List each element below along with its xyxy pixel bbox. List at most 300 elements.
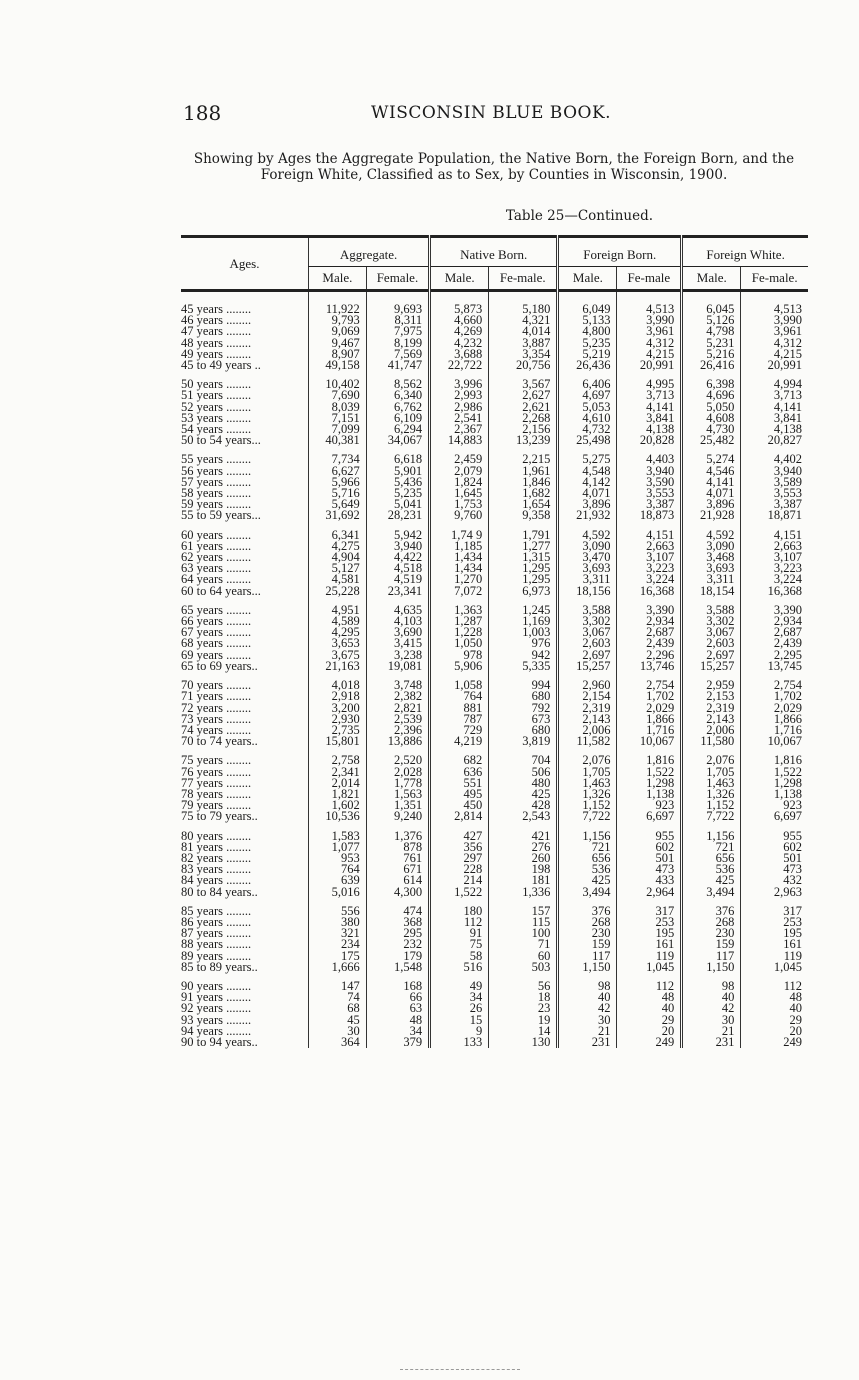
group-header-foreign-born: Foreign Born. xyxy=(558,237,682,267)
age-label: 60 to 64 years... xyxy=(181,583,261,598)
value-cell: 28,231 xyxy=(366,510,429,521)
group-spacer xyxy=(181,973,808,981)
value-cell: 955 xyxy=(741,831,808,842)
age-label: 45 to 49 years .. xyxy=(181,358,261,373)
value-cell: 6,618 xyxy=(366,454,429,465)
value-cell: 2,079 xyxy=(430,466,489,477)
value-cell: 3,107 xyxy=(741,552,808,563)
value-cell: 2,028 xyxy=(366,767,429,778)
value-cell: 119 xyxy=(617,951,682,962)
value-cell: 2,439 xyxy=(741,638,808,649)
value-cell: 2,687 xyxy=(617,627,682,638)
value-cell: 2,663 xyxy=(617,541,682,552)
value-cell: 4,269 xyxy=(430,326,489,337)
value-cell: 792 xyxy=(489,703,558,714)
table-total-row xyxy=(181,435,808,446)
subheader-native-male: Male. xyxy=(430,267,489,291)
value-cell: 1,548 xyxy=(366,962,429,973)
value-cell: 3,961 xyxy=(617,326,682,337)
value-cell: 5,436 xyxy=(366,477,429,488)
age-label: 71 years ........ xyxy=(181,689,252,704)
value-cell: 18,873 xyxy=(617,510,682,521)
value-cell: 66 xyxy=(366,992,429,1003)
value-cell: 4,592 xyxy=(558,530,617,541)
value-cell: 3,940 xyxy=(741,466,808,477)
value-cell: 2,439 xyxy=(617,638,682,649)
value-cell: 3,238 xyxy=(366,650,429,661)
value-cell: 4,014 xyxy=(489,326,558,337)
value-cell: 19,081 xyxy=(366,661,429,672)
value-cell: 5,716 xyxy=(309,488,367,499)
age-label: 53 years ........ xyxy=(181,410,252,425)
value-cell: 198 xyxy=(489,864,558,875)
value-cell: 1,277 xyxy=(489,541,558,552)
group-header-foreign-white: Foreign White. xyxy=(682,237,808,267)
age-label: 59 years ........ xyxy=(181,497,252,512)
value-cell: 5,133 xyxy=(558,315,617,326)
value-cell: 1,298 xyxy=(741,778,808,789)
value-cell: 1,654 xyxy=(489,499,558,510)
value-cell: 2,014 xyxy=(309,778,367,789)
age-label: 70 years ........ xyxy=(181,678,252,693)
value-cell: 115 xyxy=(489,917,558,928)
value-cell: 1,866 xyxy=(741,714,808,725)
subheader-aggregate-female: Female. xyxy=(366,267,429,291)
table-total-row xyxy=(181,736,808,747)
value-cell: 473 xyxy=(617,864,682,875)
value-cell: 3,553 xyxy=(741,488,808,499)
value-cell: 1,522 xyxy=(741,767,808,778)
value-cell: 4,904 xyxy=(309,552,367,563)
value-cell: 1,602 xyxy=(309,800,367,811)
age-label: 74 years ........ xyxy=(181,722,252,737)
value-cell: 7,569 xyxy=(366,349,429,360)
age-label: 87 years ........ xyxy=(181,926,252,941)
value-cell: 1,169 xyxy=(489,616,558,627)
value-cell: 7,690 xyxy=(309,390,367,401)
age-label: 65 years ........ xyxy=(181,602,252,617)
value-cell: 3,690 xyxy=(366,627,429,638)
value-cell: 2,076 xyxy=(682,755,741,766)
value-cell: 764 xyxy=(430,691,489,702)
value-cell: 4,798 xyxy=(682,326,741,337)
value-cell: 321 xyxy=(309,928,367,939)
value-cell: 556 xyxy=(309,906,367,917)
value-cell: 40 xyxy=(617,1003,682,1014)
value-cell: 3,819 xyxy=(489,736,558,747)
table-total-row xyxy=(181,887,808,898)
table-row xyxy=(181,1015,808,1026)
value-cell: 4,151 xyxy=(741,530,808,541)
value-cell: 1,050 xyxy=(430,638,489,649)
age-label: 49 years ........ xyxy=(181,346,252,361)
value-cell: 787 xyxy=(430,714,489,725)
value-cell: 3,896 xyxy=(558,499,617,510)
value-cell: 955 xyxy=(617,831,682,842)
value-cell: 6,109 xyxy=(366,413,429,424)
value-cell: 2,396 xyxy=(366,725,429,736)
value-cell: 161 xyxy=(617,939,682,950)
value-cell: 432 xyxy=(741,875,808,886)
value-cell: 3,887 xyxy=(489,338,558,349)
age-label: 60 years ........ xyxy=(181,527,252,542)
value-cell: 8,311 xyxy=(366,315,429,326)
value-cell: 4,589 xyxy=(309,616,367,627)
value-cell: 2,986 xyxy=(430,402,489,413)
value-cell: 923 xyxy=(617,800,682,811)
value-cell: 5,126 xyxy=(682,315,741,326)
value-cell: 1,336 xyxy=(489,887,558,898)
value-cell: 40,381 xyxy=(309,435,367,446)
value-cell: 9,240 xyxy=(366,811,429,822)
value-cell: 5,216 xyxy=(682,349,741,360)
page-footer-rule xyxy=(400,1369,520,1370)
value-cell: 1,778 xyxy=(366,778,429,789)
value-cell: 3,940 xyxy=(617,466,682,477)
value-cell: 56 xyxy=(489,981,558,992)
group-spacer xyxy=(181,898,808,906)
value-cell: 2,341 xyxy=(309,767,367,778)
table-total-row xyxy=(181,962,808,973)
value-cell: 21,928 xyxy=(682,510,741,521)
value-cell: 30 xyxy=(682,1015,741,1026)
value-cell: 117 xyxy=(558,951,617,962)
value-cell: 1,645 xyxy=(430,488,489,499)
value-cell: 3,553 xyxy=(617,488,682,499)
value-cell: 2,006 xyxy=(682,725,741,736)
value-cell: 421 xyxy=(489,831,558,842)
value-cell: 45 xyxy=(309,1015,367,1026)
value-cell: 8,039 xyxy=(309,402,367,413)
value-cell: 1,156 xyxy=(682,831,741,842)
value-cell: 168 xyxy=(366,981,429,992)
population-by-age-table xyxy=(181,235,808,1048)
table-row xyxy=(181,939,808,950)
age-label: 82 years ........ xyxy=(181,850,252,865)
value-cell: 2,143 xyxy=(682,714,741,725)
value-cell: 1,156 xyxy=(558,831,617,842)
value-cell: 4,592 xyxy=(682,530,741,541)
table-total-row xyxy=(181,661,808,672)
table-row xyxy=(181,842,808,853)
value-cell: 4,141 xyxy=(617,402,682,413)
value-cell: 976 xyxy=(489,638,558,649)
value-cell: 1,753 xyxy=(430,499,489,510)
value-cell: 20,991 xyxy=(617,360,682,371)
age-label: 80 to 84 years.. xyxy=(181,884,258,899)
value-cell: 2,697 xyxy=(682,650,741,661)
value-cell: 994 xyxy=(489,680,558,691)
value-cell: 1,315 xyxy=(489,552,558,563)
value-cell: 71 xyxy=(489,939,558,950)
value-cell: 2,319 xyxy=(558,703,617,714)
value-cell: 942 xyxy=(489,650,558,661)
value-cell: 3,494 xyxy=(682,887,741,898)
value-cell: 18,154 xyxy=(682,586,741,597)
value-cell: 276 xyxy=(489,842,558,853)
value-cell: 881 xyxy=(430,703,489,714)
value-cell: 8,907 xyxy=(309,349,367,360)
value-cell: 3,589 xyxy=(741,477,808,488)
value-cell: 1,185 xyxy=(430,541,489,552)
value-cell: 8,562 xyxy=(366,379,429,390)
value-cell: 23 xyxy=(489,1003,558,1014)
value-cell: 682 xyxy=(430,755,489,766)
value-cell: 3,693 xyxy=(682,563,741,574)
value-cell: 253 xyxy=(617,917,682,928)
value-cell: 100 xyxy=(489,928,558,939)
value-cell: 376 xyxy=(682,906,741,917)
value-cell: 2,156 xyxy=(489,424,558,435)
value-cell: 923 xyxy=(741,800,808,811)
value-cell: 9,358 xyxy=(489,510,558,521)
value-cell: 3,302 xyxy=(682,616,741,627)
value-cell: 9,760 xyxy=(430,510,489,521)
value-cell: 74 xyxy=(309,992,367,1003)
value-cell: 23,341 xyxy=(366,586,429,597)
age-label: 63 years ........ xyxy=(181,561,252,576)
value-cell: 480 xyxy=(489,778,558,789)
age-label: 94 years ........ xyxy=(181,1023,252,1038)
value-cell: 4,312 xyxy=(741,338,808,349)
value-cell: 26,416 xyxy=(682,360,741,371)
value-cell: 13,745 xyxy=(741,661,808,672)
value-cell: 4,422 xyxy=(366,552,429,563)
subheader-white-female: Fe-male. xyxy=(741,267,808,291)
value-cell: 2,296 xyxy=(617,650,682,661)
value-cell: 450 xyxy=(430,800,489,811)
value-cell: 11,582 xyxy=(558,736,617,747)
value-cell: 7,722 xyxy=(558,811,617,822)
value-cell: 1,434 xyxy=(430,552,489,563)
value-cell: 3,841 xyxy=(617,413,682,424)
value-cell: 3,588 xyxy=(682,605,741,616)
value-cell: 2,934 xyxy=(741,616,808,627)
value-cell: 2,154 xyxy=(558,691,617,702)
value-cell: 2,603 xyxy=(558,638,617,649)
value-cell: 364 xyxy=(309,1037,367,1048)
value-cell: 16,368 xyxy=(617,586,682,597)
value-cell: 473 xyxy=(741,864,808,875)
value-cell: 11,580 xyxy=(682,736,741,747)
value-cell: 4,518 xyxy=(366,563,429,574)
table-row xyxy=(181,864,808,875)
value-cell: 3,223 xyxy=(741,563,808,574)
value-cell: 130 xyxy=(489,1037,558,1048)
value-cell: 5,050 xyxy=(682,402,741,413)
age-label: 68 years ........ xyxy=(181,636,252,651)
value-cell: 1,351 xyxy=(366,800,429,811)
value-cell: 6,973 xyxy=(489,586,558,597)
value-cell: 268 xyxy=(558,917,617,928)
value-cell: 161 xyxy=(741,939,808,950)
value-cell: 4,635 xyxy=(366,605,429,616)
value-cell: 157 xyxy=(489,906,558,917)
value-cell: 10,402 xyxy=(309,379,367,390)
table-row xyxy=(181,1026,808,1037)
value-cell: 31,692 xyxy=(309,510,367,521)
value-cell: 6,340 xyxy=(366,390,429,401)
value-cell: 4,994 xyxy=(741,379,808,390)
value-cell: 20,756 xyxy=(489,360,558,371)
value-cell: 1,326 xyxy=(682,789,741,800)
value-cell: 978 xyxy=(430,650,489,661)
value-cell: 3,415 xyxy=(366,638,429,649)
value-cell: 175 xyxy=(309,951,367,962)
value-cell: 10,536 xyxy=(309,811,367,822)
age-label: 86 years ........ xyxy=(181,914,252,929)
value-cell: 1,716 xyxy=(617,725,682,736)
value-cell: 18 xyxy=(489,992,558,1003)
age-label: 83 years ........ xyxy=(181,862,252,877)
value-cell: 1,363 xyxy=(430,605,489,616)
value-cell: 4,071 xyxy=(682,488,741,499)
value-cell: 112 xyxy=(617,981,682,992)
value-cell: 3,390 xyxy=(617,605,682,616)
age-label: 80 years ........ xyxy=(181,828,252,843)
value-cell: 761 xyxy=(366,853,429,864)
value-cell: 75 xyxy=(430,939,489,950)
age-label: 64 years ........ xyxy=(181,572,252,587)
value-cell: 4,275 xyxy=(309,541,367,552)
value-cell: 3,896 xyxy=(682,499,741,510)
table-total-row xyxy=(181,510,808,521)
value-cell: 6,045 xyxy=(682,291,741,316)
value-cell: 2,821 xyxy=(366,703,429,714)
value-cell: 2,006 xyxy=(558,725,617,736)
value-cell: 48 xyxy=(366,1015,429,1026)
value-cell: 4,581 xyxy=(309,574,367,585)
age-label: 89 years ........ xyxy=(181,948,252,963)
value-cell: 228 xyxy=(430,864,489,875)
value-cell: 30 xyxy=(558,1015,617,1026)
subheader-foreign-male: Male. xyxy=(558,267,617,291)
value-cell: 3,387 xyxy=(617,499,682,510)
value-cell: 4,548 xyxy=(558,466,617,477)
value-cell: 2,918 xyxy=(309,691,367,702)
value-cell: 119 xyxy=(741,951,808,962)
value-cell: 2,319 xyxy=(682,703,741,714)
value-cell: 7,722 xyxy=(682,811,741,822)
value-cell: 2,382 xyxy=(366,691,429,702)
value-cell: 1,463 xyxy=(682,778,741,789)
value-cell: 26,436 xyxy=(558,360,617,371)
value-cell: 4,215 xyxy=(617,349,682,360)
age-label: 73 years ........ xyxy=(181,711,252,726)
value-cell: 1,563 xyxy=(366,789,429,800)
value-cell: 34 xyxy=(366,1026,429,1037)
value-cell: 14 xyxy=(489,1026,558,1037)
value-cell: 656 xyxy=(682,853,741,864)
value-cell: 1,003 xyxy=(489,627,558,638)
ages-header: Ages. xyxy=(181,237,309,291)
value-cell: 4,519 xyxy=(366,574,429,585)
value-cell: 380 xyxy=(309,917,367,928)
value-cell: 680 xyxy=(489,691,558,702)
value-cell: 878 xyxy=(366,842,429,853)
value-cell: 147 xyxy=(309,981,367,992)
value-cell: 4,800 xyxy=(558,326,617,337)
value-cell: 317 xyxy=(617,906,682,917)
value-cell: 2,621 xyxy=(489,402,558,413)
value-cell: 4,103 xyxy=(366,616,429,627)
age-label: 81 years ........ xyxy=(181,839,252,854)
value-cell: 16,368 xyxy=(741,586,808,597)
value-cell: 2,627 xyxy=(489,390,558,401)
value-cell: 42 xyxy=(558,1003,617,1014)
value-cell: 234 xyxy=(309,939,367,950)
age-label: 54 years ........ xyxy=(181,422,252,437)
value-cell: 1,150 xyxy=(558,962,617,973)
value-cell: 3,567 xyxy=(489,379,558,390)
value-cell: 133 xyxy=(430,1037,489,1048)
value-cell: 195 xyxy=(741,928,808,939)
age-label: 52 years ........ xyxy=(181,399,252,414)
value-cell: 501 xyxy=(617,853,682,864)
value-cell: 6,627 xyxy=(309,466,367,477)
value-cell: 425 xyxy=(489,789,558,800)
value-cell: 764 xyxy=(309,864,367,875)
value-cell: 4,138 xyxy=(617,424,682,435)
value-cell: 6,697 xyxy=(617,811,682,822)
value-cell: 214 xyxy=(430,875,489,886)
value-cell: 4,513 xyxy=(741,291,808,316)
value-cell: 3,961 xyxy=(741,326,808,337)
value-cell: 6,341 xyxy=(309,530,367,541)
value-cell: 2,268 xyxy=(489,413,558,424)
value-cell: 3,067 xyxy=(682,627,741,638)
value-cell: 5,901 xyxy=(366,466,429,477)
value-cell: 4,546 xyxy=(682,466,741,477)
age-label: 70 to 74 years.. xyxy=(181,734,258,749)
value-cell: 506 xyxy=(489,767,558,778)
value-cell: 5,906 xyxy=(430,661,489,672)
group-header-native-born: Native Born. xyxy=(430,237,558,267)
value-cell: 195 xyxy=(617,928,682,939)
age-label: 45 years ........ xyxy=(181,302,252,316)
value-cell: 551 xyxy=(430,778,489,789)
value-cell: 260 xyxy=(489,853,558,864)
value-cell: 3,990 xyxy=(741,315,808,326)
value-cell: 7,151 xyxy=(309,413,367,424)
value-cell: 427 xyxy=(430,831,489,842)
value-cell: 20,827 xyxy=(741,435,808,446)
value-cell: 3,311 xyxy=(558,574,617,585)
age-label: 93 years ........ xyxy=(181,1012,252,1027)
value-cell: 15 xyxy=(430,1015,489,1026)
value-cell: 1,821 xyxy=(309,789,367,800)
value-cell: 9,793 xyxy=(309,315,367,326)
value-cell: 112 xyxy=(430,917,489,928)
value-cell: 3,090 xyxy=(558,541,617,552)
value-cell: 18,871 xyxy=(741,510,808,521)
value-cell: 7,072 xyxy=(430,586,489,597)
value-cell: 5,231 xyxy=(682,338,741,349)
value-cell: 34,067 xyxy=(366,435,429,446)
value-cell: 2,758 xyxy=(309,755,367,766)
value-cell: 8,199 xyxy=(366,338,429,349)
value-cell: 1,666 xyxy=(309,962,367,973)
value-cell: 1,716 xyxy=(741,725,808,736)
value-cell: 18,156 xyxy=(558,586,617,597)
value-cell: 9 xyxy=(430,1026,489,1037)
value-cell: 5,041 xyxy=(366,499,429,510)
value-cell: 602 xyxy=(617,842,682,853)
value-cell: 34 xyxy=(430,992,489,1003)
value-cell: 1,463 xyxy=(558,778,617,789)
value-cell: 4,141 xyxy=(682,477,741,488)
age-label: 76 years ........ xyxy=(181,764,252,779)
